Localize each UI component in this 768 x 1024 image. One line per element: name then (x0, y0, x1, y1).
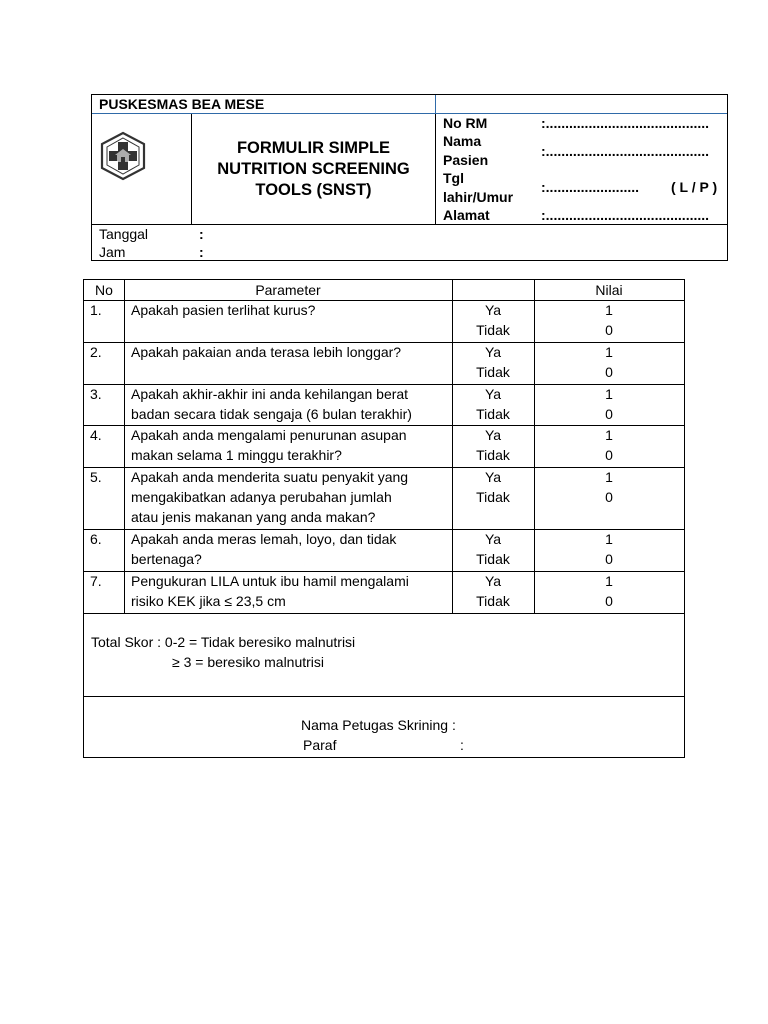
tgl-label-line-2: lahir/Umur (443, 189, 514, 205)
score-ya: 1 (605, 386, 613, 402)
date-time-section (92, 225, 727, 260)
question-text: Pengukuran LILA untuk ibu hamil mengalami (131, 573, 409, 589)
no-rm-field[interactable]: :.......................................... (541, 115, 710, 131)
petugas-label: Nama Petugas Skrining : (301, 717, 456, 733)
question-text: risiko KEK jika ≤ 23,5 cm (131, 593, 286, 609)
score-tidak: 0 (605, 406, 613, 422)
col-header-parameter: Parameter (255, 282, 321, 298)
score-ya: 1 (605, 469, 613, 485)
header-top-right-cell (436, 95, 727, 114)
answer-tidak[interactable]: Tidak (476, 551, 510, 567)
score-ya: 1 (605, 573, 613, 589)
score-tidak: 0 (605, 489, 613, 505)
row-number: 6. (90, 531, 102, 547)
question-text: Apakah pakaian anda terasa lebih longgar? (131, 344, 402, 360)
nama-pasien-field[interactable]: :.......................................... (541, 143, 710, 159)
row-number: 7. (90, 573, 102, 589)
answer-tidak[interactable]: Tidak (476, 593, 510, 609)
col-header-nilai: Nilai (595, 282, 623, 298)
answer-ya[interactable]: Ya (484, 573, 502, 589)
row-number: 2. (90, 344, 102, 360)
no-rm-label: No RM (443, 115, 488, 131)
score-ya: 1 (605, 531, 613, 547)
alamat-field[interactable]: :.......................................... (541, 207, 710, 223)
answer-ya[interactable]: Ya (484, 469, 502, 485)
question-text: makan selama 1 minggu terakhir? (131, 447, 342, 463)
answer-tidak[interactable]: Tidak (476, 406, 510, 422)
score-tidak: 0 (605, 322, 613, 338)
logo-cell (92, 114, 192, 225)
form-title-line-3: TOOLS (SNST) (255, 180, 372, 199)
form-header (91, 94, 728, 261)
answer-ya[interactable]: Ya (484, 531, 502, 547)
nama-label-line-1: Nama (443, 133, 482, 149)
gender-option[interactable]: ( L / P ) (671, 179, 718, 195)
question-text: Apakah pasien terlihat kurus? (131, 302, 316, 318)
question-text: badan secara tidak sengaja (6 bulan terakhir) (131, 406, 412, 422)
puskesmas-name: PUSKESMAS BEA MESE (92, 95, 436, 114)
form-title-line-1: FORMULIR SIMPLE (236, 138, 391, 157)
row-number: 4. (90, 427, 102, 443)
question-text: atau jenis makanan yang anda makan? (131, 509, 376, 525)
tanggal-colon: : (199, 226, 204, 242)
question-text: Apakah anda meras lemah, loyo, dan tidak (131, 531, 397, 547)
tanggal-label: Tanggal (99, 226, 149, 242)
score-tidak: 0 (605, 447, 613, 463)
question-text: bertenaga? (131, 551, 202, 567)
form-title (192, 114, 436, 225)
score-ya: 1 (605, 427, 613, 443)
answer-tidak[interactable]: Tidak (476, 447, 510, 463)
answer-ya[interactable]: Ya (484, 386, 502, 402)
screening-table (83, 279, 685, 758)
question-text: Apakah anda mengalami penurunan asupan (131, 427, 407, 443)
row-number: 5. (90, 469, 102, 485)
score-ya: 1 (605, 302, 613, 318)
nama-label-line-2: Pasien (443, 152, 489, 168)
paraf-label: Paraf (303, 737, 337, 753)
answer-tidak[interactable]: Tidak (476, 489, 510, 505)
col-header-no: No (95, 282, 113, 298)
answer-ya[interactable]: Ya (484, 302, 502, 318)
answer-ya[interactable]: Ya (484, 344, 502, 360)
total-score-line-2: ≥ 3 = beresiko malnutrisi (172, 654, 325, 670)
score-tidak: 0 (605, 364, 613, 380)
jam-label: Jam (99, 244, 126, 260)
answer-ya[interactable]: Ya (484, 427, 502, 443)
answer-tidak[interactable]: Tidak (476, 322, 510, 338)
question-text: mengakibatkan adanya perubahan jumlah (131, 489, 392, 505)
patient-info (436, 114, 727, 225)
question-text: Apakah akhir-akhir ini anda kehilangan berat (131, 386, 409, 402)
tgl-lahir-field[interactable]: :........................ (541, 179, 640, 195)
total-score-line-1: Total Skor : 0-2 = Tidak beresiko malnutrisi (91, 634, 356, 650)
paraf-colon: : (460, 737, 464, 753)
tgl-label-line-1: Tgl (443, 170, 464, 186)
score-tidak: 0 (605, 551, 613, 567)
jam-colon: : (199, 244, 204, 260)
answer-tidak[interactable]: Tidak (476, 364, 510, 380)
row-number: 3. (90, 386, 102, 402)
score-tidak: 0 (605, 593, 613, 609)
form-title-line-2: NUTRITION SCREENING (217, 159, 410, 178)
row-number: 1. (90, 302, 102, 318)
alamat-label: Alamat (443, 207, 490, 223)
question-text: Apakah anda menderita suatu penyakit yang (131, 469, 409, 485)
score-ya: 1 (605, 344, 613, 360)
puskesmas-logo-icon (98, 131, 148, 181)
